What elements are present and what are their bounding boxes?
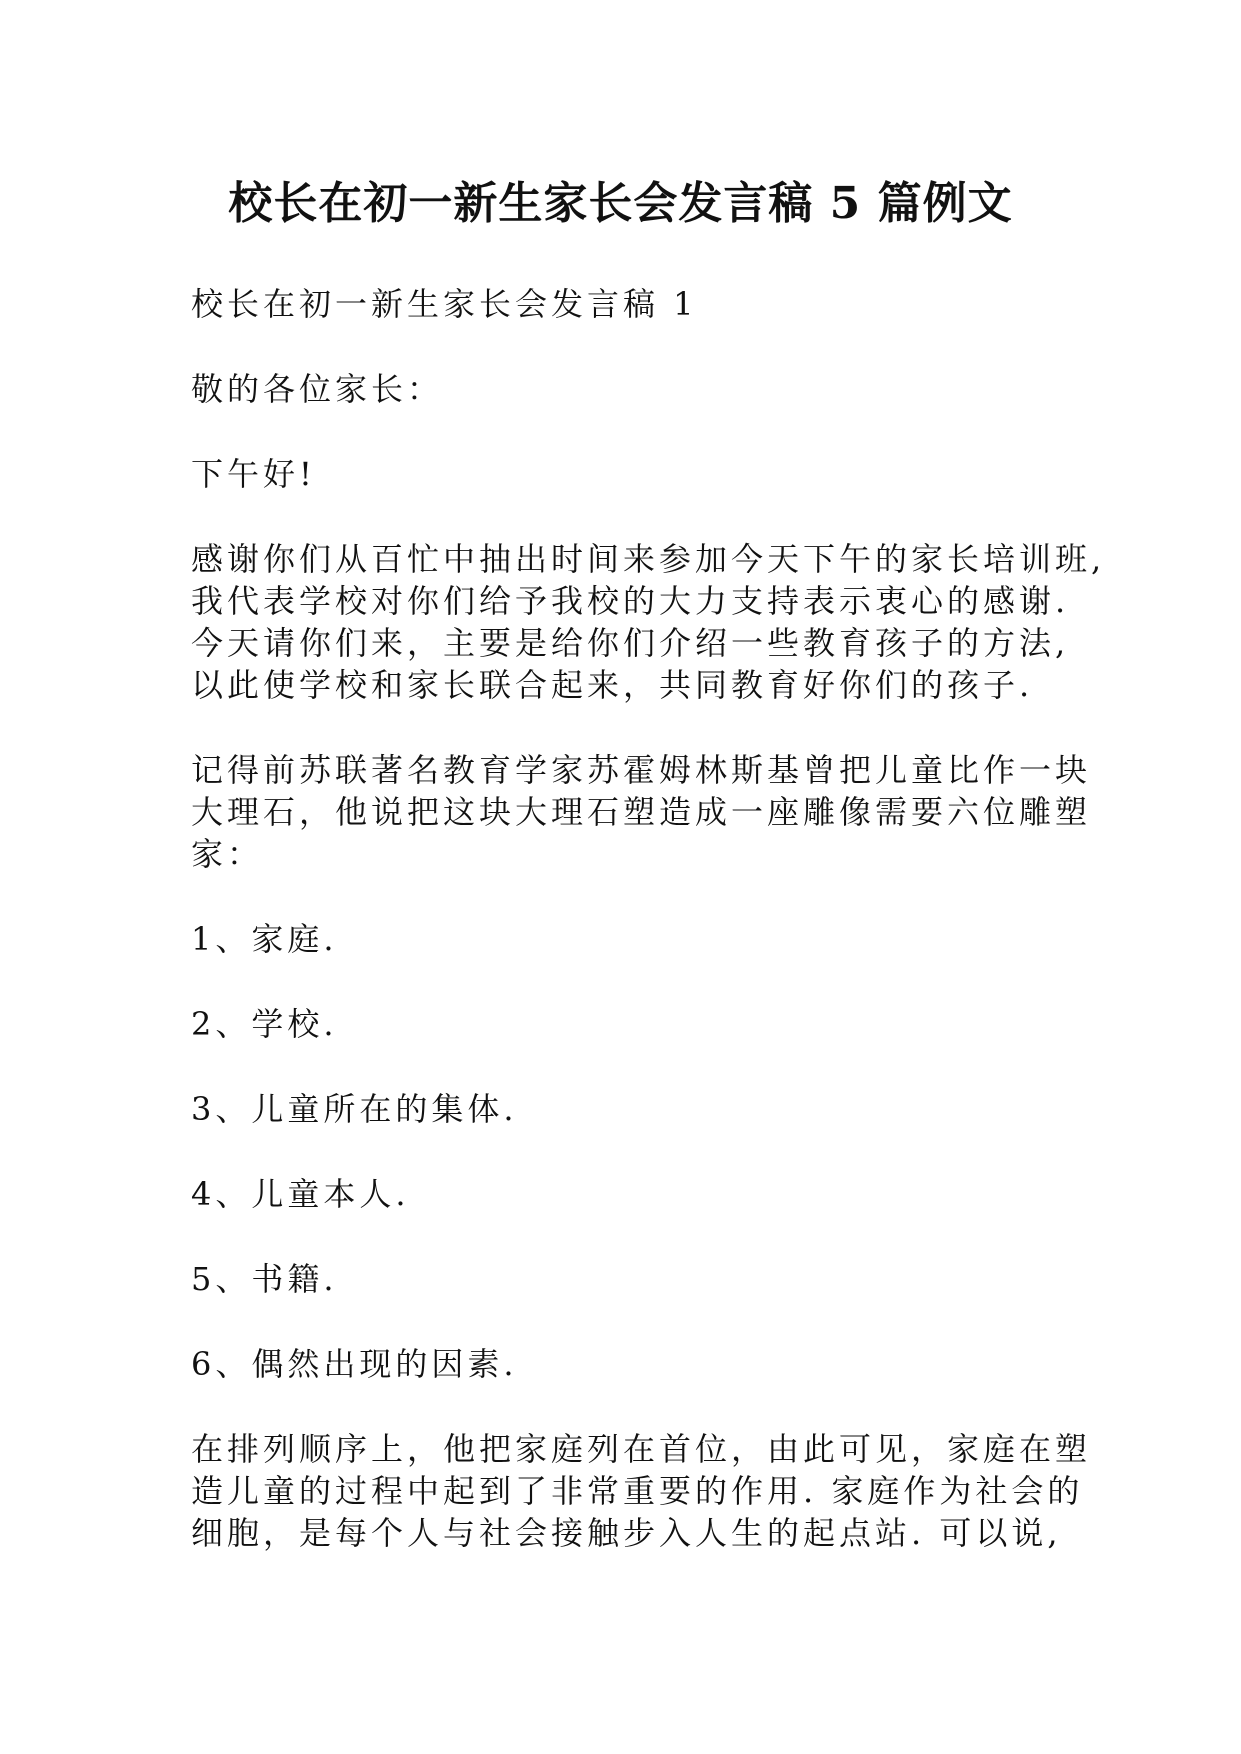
text-line: 家： [191, 835, 264, 873]
paragraph-thanks [191, 538, 1106, 706]
paragraph-greeting [191, 453, 1051, 495]
text-line: 记得前苏联著名教育学家苏霍姆林斯基曾把儿童比作一块 [191, 751, 1092, 789]
text-line: 造儿童的过程中起到了非常重要的作用. 家庭作为社会的 [191, 1472, 1084, 1510]
text-line: 下午好! [191, 455, 316, 493]
list-item [191, 918, 1051, 960]
text-line: 细胞，是每个人与社会接触步入人生的起点站. 可以说, [191, 1514, 1062, 1552]
text-line: 在排列顺序上，他把家庭列在首位，由此可见，家庭在塑 [191, 1430, 1092, 1468]
text-line: 1、家庭. [191, 920, 338, 958]
paragraph-subtitle [191, 283, 1051, 325]
text-line: 2、学校. [191, 1005, 338, 1043]
text-line: 3、儿童所在的集体. [191, 1090, 518, 1128]
paragraph-quote [191, 749, 1092, 875]
text-line: 5、书籍. [191, 1260, 338, 1298]
list-item [191, 1343, 1051, 1385]
text-line: 感谢你们从百忙中抽出时间来参加今天下午的家长培训班, [191, 540, 1106, 578]
paragraph-conclusion [191, 1428, 1092, 1554]
list-item [191, 1258, 1051, 1300]
text-line: 4、儿童本人. [191, 1175, 410, 1213]
list-item [191, 1173, 1051, 1215]
text-line: 我代表学校对你们给予我校的大力支持表示衷心的感谢. [191, 582, 1070, 620]
paragraph-salutation [191, 368, 1051, 410]
text-line: 校长在初一新生家长会发言稿 1 [191, 285, 698, 323]
document-title: 校长在初一新生家长会发言稿 5 篇例文 [228, 178, 1013, 229]
text-line: 大理石，他说把这块大理石塑造成一座雕像需要六位雕塑 [191, 793, 1092, 831]
text-line: 敬的各位家长： [191, 370, 444, 408]
text-line: 今天请你们来，主要是给你们介绍一些教育孩子的方法, [191, 624, 1070, 662]
list-item [191, 1003, 1051, 1045]
document-body [191, 283, 1106, 1597]
list-item [191, 1088, 1051, 1130]
text-line: 6、偶然出现的因素. [191, 1345, 518, 1383]
text-line: 以此使学校和家长联合起来，共同教育好你们的孩子. [191, 666, 1034, 704]
